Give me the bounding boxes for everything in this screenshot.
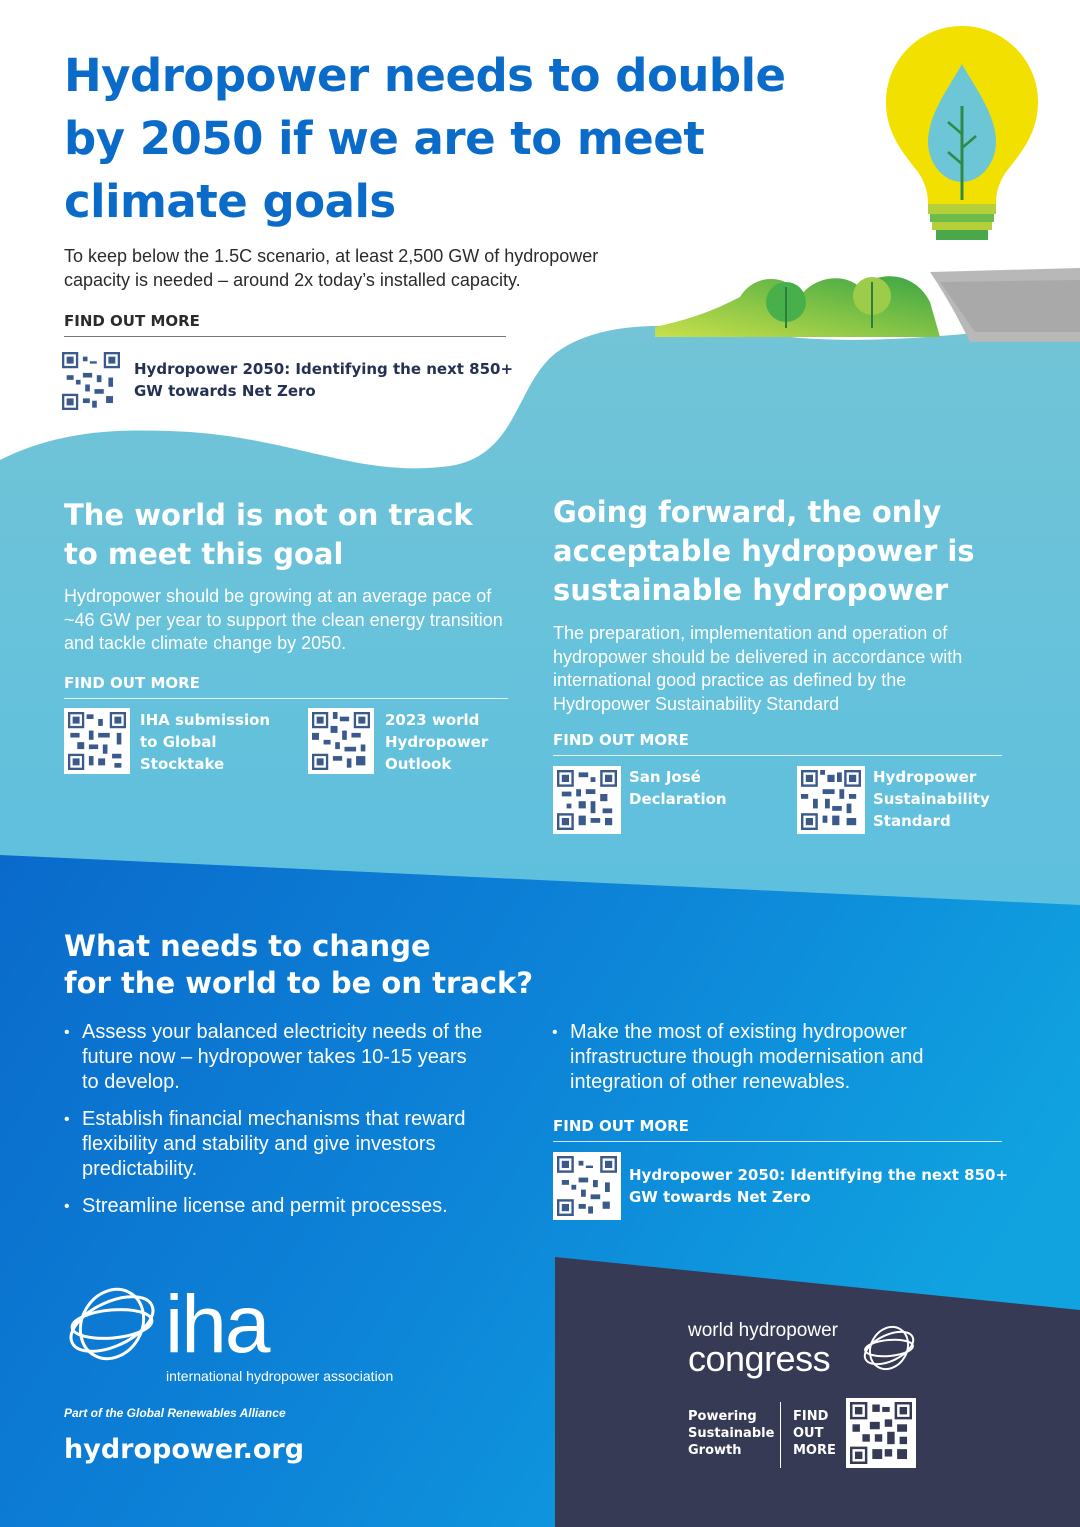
section-sustainable-body: The preparation, implementation and operation of hydropower should be delivered in accordance with international good practice as defined by the Hydropower Sustainability Standard [553, 623, 963, 714]
find-out-more-line: FIND [793, 1409, 829, 1424]
bullet-item: • Make the most of existing hydropower infrastructure though modernisation and integration of other renewables. [552, 1020, 972, 1095]
section-change-heading [64, 928, 584, 1002]
link-hydropower-2050[interactable]: Hydropower 2050: Identifying the next 850+ GW towards Net Zero [134, 360, 514, 400]
bullet-item: • Establish financial mechanisms that reward flexibility and stability and give investors predictability. [64, 1107, 484, 1182]
find-out-more-line: MORE [793, 1443, 836, 1458]
qr-code-congress[interactable] [846, 1398, 916, 1468]
congress-find-out-more [793, 1408, 836, 1459]
right-find-out-more [553, 731, 1002, 756]
congress-line-1: world hydropower [688, 1320, 838, 1341]
congress-divider [780, 1402, 781, 1468]
iha-full-name: international hydropower association [166, 1368, 394, 1384]
tagline-line: Sustainable [688, 1426, 775, 1441]
bullet-item: • Streamline license and permit processes. [64, 1194, 484, 1219]
link-san-jose-declaration[interactable]: San José Declaration [629, 768, 727, 808]
change-find-out-more [553, 1117, 1002, 1142]
find-out-more-line: OUT [793, 1426, 824, 1441]
change-bullets-right [552, 1020, 972, 1107]
intro-text: To keep below the 1.5C scenario, at least 2,500 GW of hydropower capacity is needed – around 2x today’s installed capacity. [64, 246, 599, 290]
qr-code-sustainability-standard[interactable] [797, 766, 865, 834]
website-link[interactable]: hydropower.org [64, 1434, 305, 1465]
congress-globe-logo-icon [858, 1320, 920, 1376]
iha-globe-logo-icon [60, 1280, 170, 1370]
congress-line-2: congress [688, 1338, 831, 1379]
link-hydropower-2050-bottom[interactable]: Hydropower 2050: Identifying the next 850+ GW towards Net Zero [629, 1166, 1009, 1206]
left-find-out-more [64, 674, 508, 699]
dam-hills-illustration [640, 262, 1080, 382]
tagline-line: Growth [688, 1443, 742, 1458]
heading-line-2: for the world to be on track? [64, 966, 534, 1000]
qr-code-san-jose-declaration[interactable] [553, 766, 621, 834]
page-title: Hydropower needs to double by 2050 if we are to meet climate goals [64, 49, 786, 228]
link-sustainability-standard[interactable]: Hydropower Sustainability Standard [873, 768, 990, 830]
qr-code-iha-submission[interactable] [64, 708, 130, 774]
heading-line-1: The world is not on track [64, 498, 473, 532]
congress-tagline [688, 1408, 774, 1459]
alliance-text: Part of the Global Renewables Alliance [64, 1406, 286, 1420]
section-not-on-track-heading [64, 496, 524, 574]
lightbulb-water-drop-icon [884, 24, 1040, 244]
find-out-more-label: FIND OUT MORE [553, 1117, 1002, 1142]
bullet-item: • Assess your balanced electricity needs of the future now – hydropower takes 10-15 years to develop. [64, 1020, 484, 1095]
heading-line-1: What needs to change [64, 929, 431, 963]
find-out-more-label: FIND OUT MORE [553, 731, 1002, 756]
link-world-hydropower-outlook[interactable]: 2023 world Hydropower Outlook [385, 711, 489, 773]
find-out-more-label: FIND OUT MORE [64, 674, 508, 699]
qr-code-world-hydropower-outlook[interactable] [308, 708, 374, 774]
header-find-out-more [64, 312, 506, 337]
change-bullets-left [64, 1020, 484, 1231]
heading-line-2: to meet this goal [64, 537, 344, 571]
iha-logo-wordmark: iha [165, 1279, 269, 1370]
section-sustainable-heading: Going forward, the only acceptable hydropower is sustainable hydropower [553, 495, 975, 607]
link-iha-submission[interactable]: IHA submission to Global Stocktake [140, 711, 271, 773]
find-out-more-label: FIND OUT MORE [64, 312, 506, 337]
tagline-line: Powering [688, 1409, 757, 1424]
qr-code-hydropower-2050-bottom[interactable] [553, 1152, 621, 1220]
section-not-on-track-body: Hydropower should be growing at an average pace of ~46 GW per year to support the clean energy transition and tackle climate change by 2050. [64, 586, 503, 653]
qr-code-hydropower-2050[interactable] [60, 350, 122, 412]
